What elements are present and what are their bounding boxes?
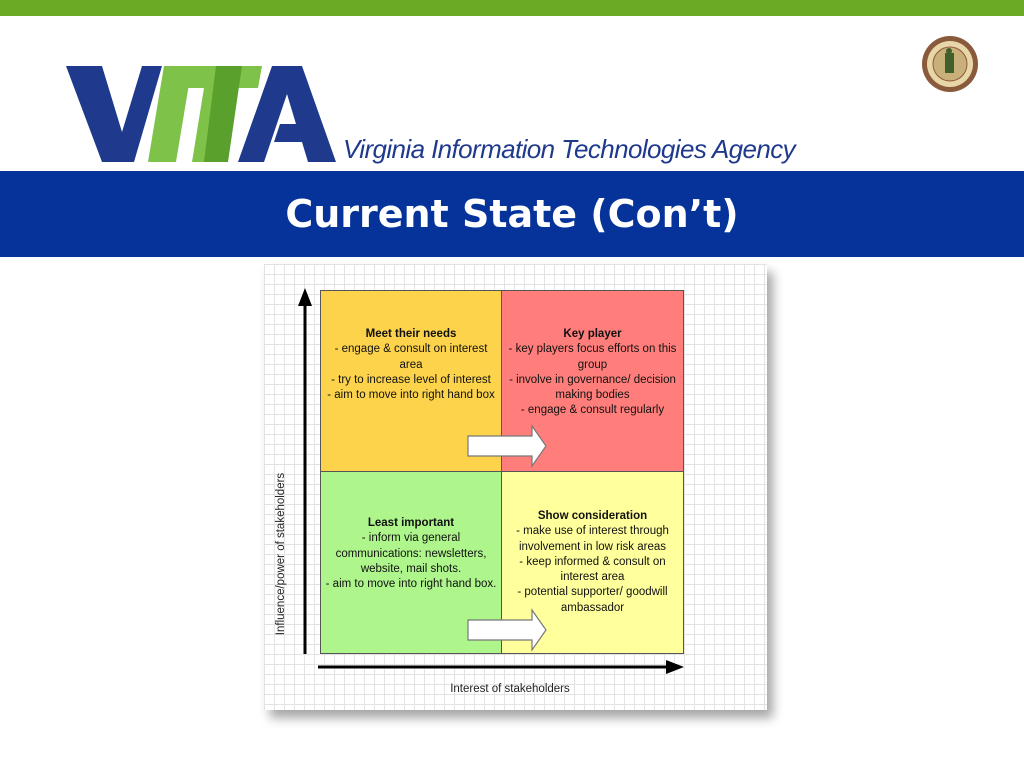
quadrant-line: - engage & consult regularly [520,404,665,417]
quadrant-line: - keep informed & consult on interest area [519,555,666,584]
slide-title: Current State (Con’t) [285,192,739,236]
quadrant-line: - engage & consult on interest area [334,343,488,371]
quadrant-line: - inform via general communications: newsletters, website, mail shots. [335,532,487,575]
quadrant-line: - potential supporter/ goodwill ambassador [517,586,668,614]
quadrant-line: - aim to move into right hand box [327,389,495,402]
quadrant-line: - key players focus efforts on this group [508,343,677,371]
y-axis-arrowhead [298,288,312,306]
quadrant-heading: Least important [367,517,455,529]
stakeholder-matrix [264,264,767,710]
quadrant-line: - try to increase level of interest [331,373,491,386]
vita-logo [66,66,336,162]
move-right-arrow-bottom [468,610,546,650]
y-axis-label: Influence/power of stakeholders [275,472,287,636]
quadrant-line: - aim to move into right hand box. [325,578,497,591]
virginia-seal [921,35,979,93]
quadrant-heading: Key player [563,328,622,340]
x-axis-label: Interest of stakeholders [450,683,570,695]
title-band [0,171,1024,257]
agency-name: Virginia Information Technologies Agency [343,134,795,164]
matrix-overlay [264,264,767,710]
quadrant-line: - involve in governance/ decision making bodies [509,373,676,402]
top-accent-bar [0,0,1024,16]
move-right-arrow-top [468,426,546,466]
quadrant-line: - make use of interest through involvement in low risk areas [516,525,669,553]
quadrant-heading: Meet their needs [365,328,457,340]
vita-logo-mark [66,66,336,162]
quadrant-heading: Show consideration [537,510,648,522]
x-axis-arrowhead [666,660,684,674]
